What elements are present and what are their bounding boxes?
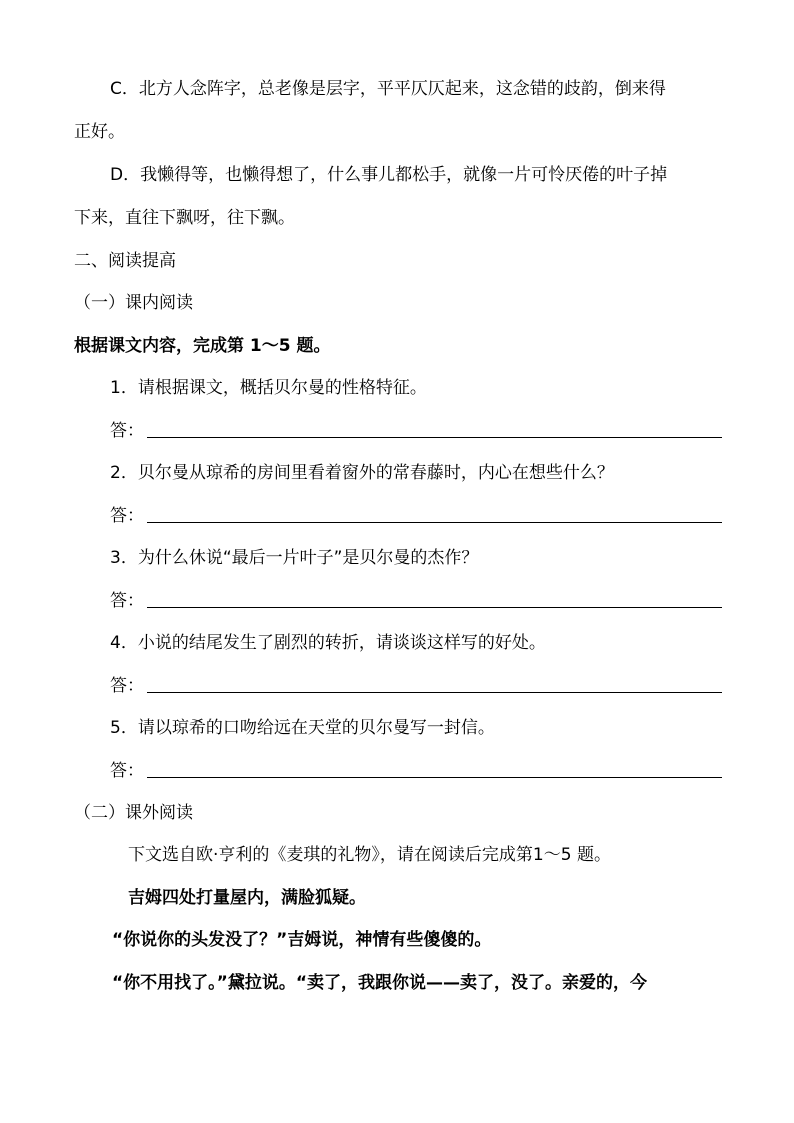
option-c-line2: 正好。 xyxy=(74,122,125,142)
option-c-line1: C．北方人念阵字，总老像是层字，平平仄仄起来，这念错的歧韵，倒来得 xyxy=(110,79,666,99)
passage-line-3: “你不用找了。”黛拉说。“卖了，我跟你说——卖了，没了。亲爱的，今 xyxy=(112,973,648,993)
answer-line-2[interactable] xyxy=(147,522,722,523)
passage-intro: 下文选自欧·亨利的《麦琪的礼物》，请在阅读后完成第1～5 题。 xyxy=(128,845,611,865)
answer-label-5: 答： xyxy=(110,761,144,781)
answer-label-1: 答： xyxy=(110,421,144,441)
subsection-in-class: （一）课内阅读 xyxy=(74,293,193,313)
option-d-line1: D．我懒得等，也懒得想了，什么事儿都松手，就像一片可怜厌倦的叶子掉 xyxy=(110,165,668,185)
answer-label-2: 答： xyxy=(110,506,144,526)
answer-label-4: 答： xyxy=(110,676,144,696)
answer-label-3: 答： xyxy=(110,591,144,611)
question-5: 5．请以琼希的口吻给远在天堂的贝尔曼写一封信。 xyxy=(110,718,495,738)
question-3: 3．为什么休说“最后一片叶子”是贝尔曼的杰作？ xyxy=(110,548,479,568)
question-1: 1．请根据课文，概括贝尔曼的性格特征。 xyxy=(110,378,427,398)
subsection-extracurricular: （二）课外阅读 xyxy=(74,803,193,823)
passage-line-1: 吉姆四处打量屋内，满脸狐疑。 xyxy=(128,888,366,908)
answer-line-4[interactable] xyxy=(147,692,722,693)
question-4: 4．小说的结尾发生了剧烈的转折，请谈谈这样写的好处。 xyxy=(110,633,546,653)
answer-line-3[interactable] xyxy=(147,607,722,608)
answer-line-1[interactable] xyxy=(147,437,722,438)
section-title: 二、阅读提高 xyxy=(74,251,176,271)
question-2: 2．贝尔曼从琼希的房间里看着窗外的常春藤时，内心在想些什么？ xyxy=(110,463,614,483)
answer-line-5[interactable] xyxy=(147,777,722,778)
instruction: 根据课文内容，完成第 1～5 题。 xyxy=(74,336,331,356)
passage-line-2: “你说你的头发没了？”吉姆说，神情有些傻傻的。 xyxy=(112,930,492,950)
option-d-line2: 下来，直往下飘呀，往下飘。 xyxy=(74,208,295,228)
